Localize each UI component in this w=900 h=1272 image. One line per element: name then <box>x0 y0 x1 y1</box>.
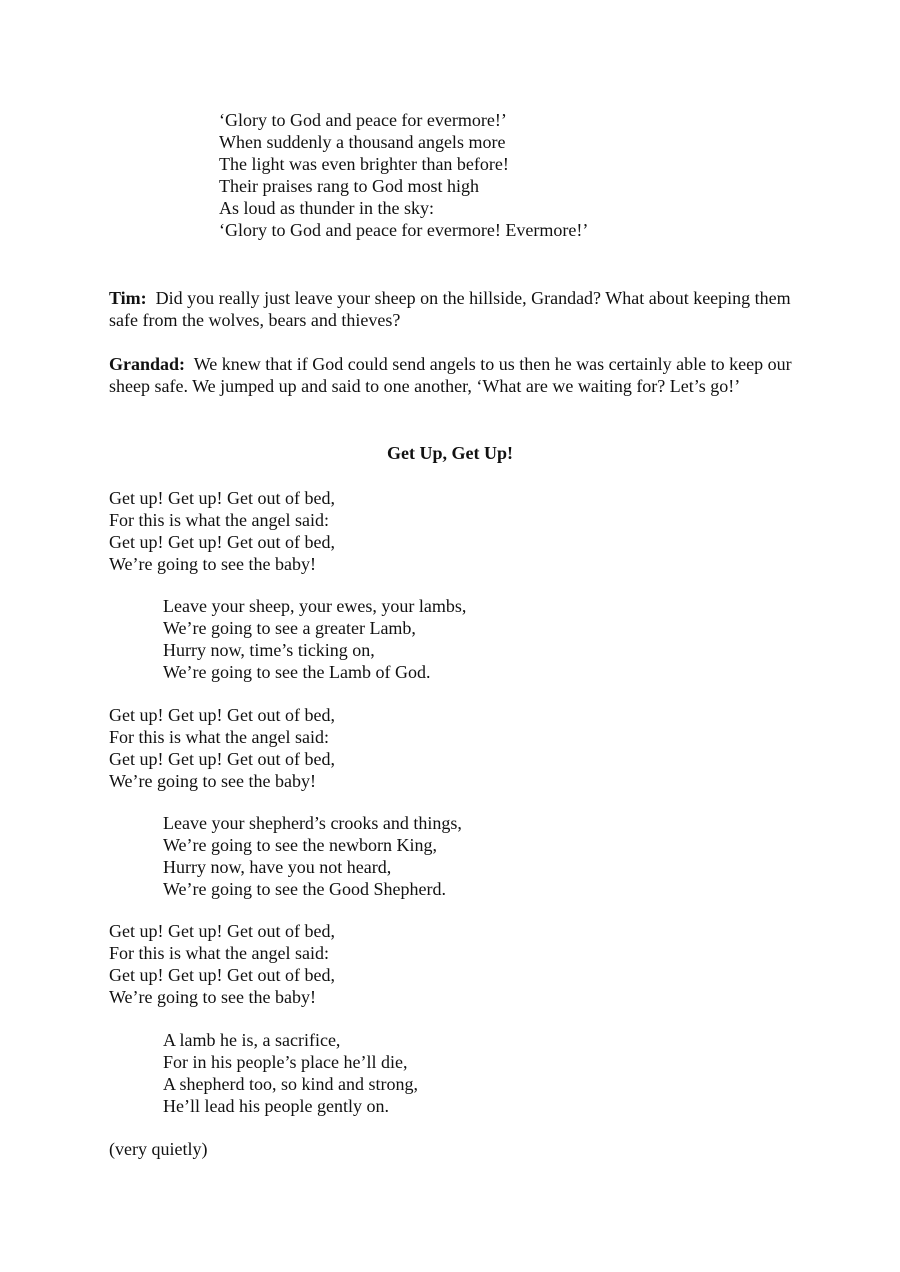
verse-line: The light was even brighter than before! <box>219 154 509 174</box>
speaker-name: Tim: <box>109 288 147 308</box>
chorus-line: Get up! Get up! Get out of bed, <box>109 705 335 725</box>
chorus-line: Get up! Get up! Get out of bed, <box>109 749 335 769</box>
verse-line: We’re going to see the Good Shepherd. <box>163 879 446 899</box>
verse-line: We’re going to see the newborn King, <box>163 835 437 855</box>
speaker-name: Grandad: <box>109 354 186 374</box>
verse-line: Their praises rang to God most high <box>219 176 479 196</box>
chorus-line: We’re going to see the baby! <box>109 987 316 1007</box>
verse-line: We’re going to see a greater Lamb, <box>163 618 416 638</box>
chorus-line: For this is what the angel said: <box>109 727 329 747</box>
verse-line: Leave your shepherd’s crooks and things, <box>163 813 462 833</box>
dialogue-text: We knew that if God could send angels to us then he was certainly able to keep our sheep safe. We jumped up and said to one another, ‘What are we waiting for? Let’s go!’ <box>109 354 792 396</box>
chorus-line: Get up! Get up! Get out of bed, <box>109 532 335 552</box>
chorus-line: For this is what the angel said: <box>109 943 329 963</box>
verse-line: A lamb he is, a sacrifice, <box>163 1030 341 1050</box>
dialogue-text: Did you really just leave your sheep on the hillside, Grandad? What about keeping them safe from the wolves, bears and thieves? <box>109 288 791 330</box>
verse-line: Hurry now, have you not heard, <box>163 857 392 877</box>
stage-direction: (very quietly) <box>109 1139 208 1159</box>
dialogue-tim <box>109 287 799 331</box>
chorus-line: For this is what the angel said: <box>109 510 329 530</box>
verse-line: Leave your sheep, your ewes, your lambs, <box>163 596 467 616</box>
verse-line: As loud as thunder in the sky: <box>219 198 434 218</box>
verse-line: For in his people’s place he’ll die, <box>163 1052 408 1072</box>
chorus-line: Get up! Get up! Get out of bed, <box>109 488 335 508</box>
chorus-line: Get up! Get up! Get out of bed, <box>109 965 335 985</box>
verse-line: ‘Glory to God and peace for evermore! Evermore!’ <box>219 220 589 240</box>
chorus-line: We’re going to see the baby! <box>109 554 316 574</box>
song-title: Get Up, Get Up! <box>387 443 513 463</box>
verse-line: We’re going to see the Lamb of God. <box>163 662 431 682</box>
verse-line: Hurry now, time’s ticking on, <box>163 640 375 660</box>
verse-line: ‘Glory to God and peace for evermore!’ <box>219 110 507 130</box>
verse-line: When suddenly a thousand angels more <box>219 132 506 152</box>
chorus-line: Get up! Get up! Get out of bed, <box>109 921 335 941</box>
dialogue-grandad <box>109 353 799 397</box>
verse-line: A shepherd too, so kind and strong, <box>163 1074 418 1094</box>
verse-line: He’ll lead his people gently on. <box>163 1096 389 1116</box>
chorus-line: We’re going to see the baby! <box>109 771 316 791</box>
